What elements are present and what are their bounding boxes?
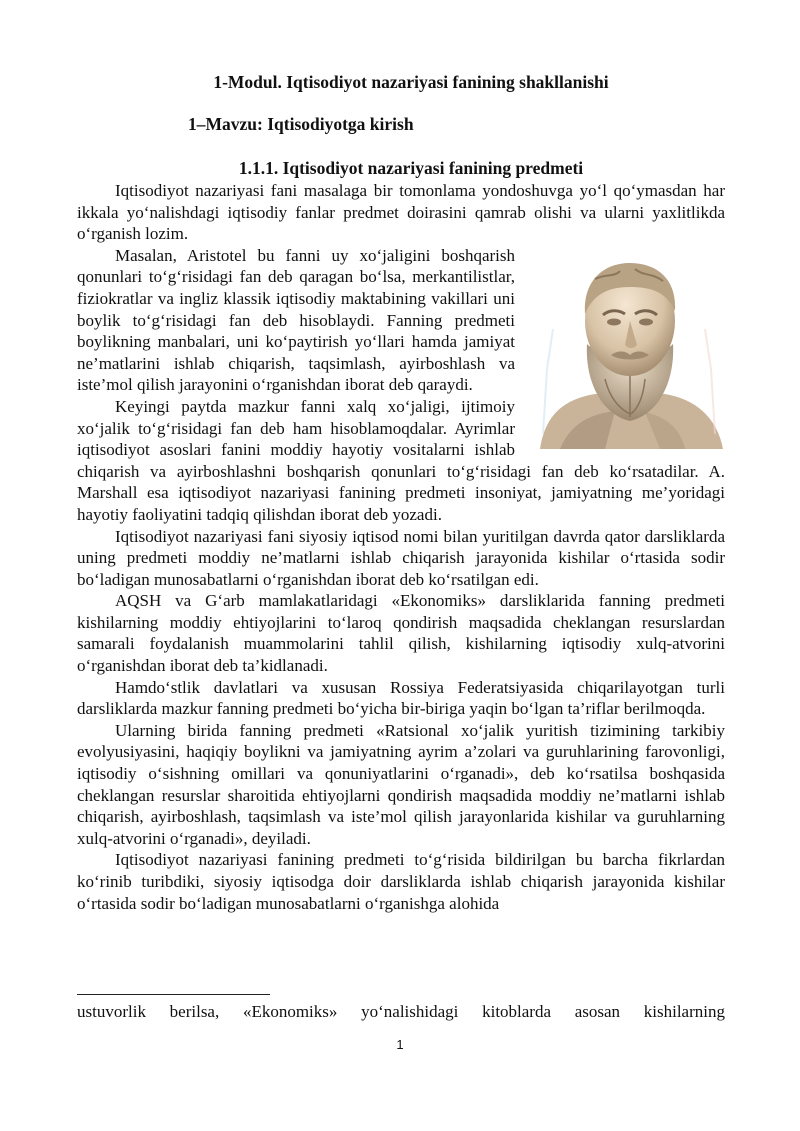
page-number: 1 xyxy=(396,1037,404,1052)
footnote-separator xyxy=(77,994,270,995)
paragraph-1: Iqtisodiyot nazariyasi fani masalaga bir tomonlama yondoshuvga yo‘l qo‘ymasdan har ikkala yo‘nalishdagi iqtisodiy fanlar predmet doirasini qamrab olishi va ularni yaxlitlikda o‘rganish lozim. xyxy=(77,181,725,244)
section-heading: 1.1.1. Iqtisodiyot nazariyasi fanining predmeti xyxy=(238,158,584,178)
paragraph-8: Iqtisodiyot nazariyasi fanining predmeti to‘g‘risida bildirilgan bu barcha fikrlardan ko‘rinib turibdiki, siyosiy iqtisodga doir darsliklarda ishlab chiqarish jarayonida kishilar o‘rtasida sodir bo‘ladigan munosabatlarni o‘rganishga alohida xyxy=(77,850,725,913)
document-page xyxy=(77,70,725,914)
module-heading: 1-Modul. Iqtisodiyot nazariyasi fanining shakllanishi xyxy=(213,72,609,92)
aristotle-bust-image xyxy=(535,249,725,449)
paragraph-2: Masalan, Aristotel bu fanni uy xo‘jaligini boshqarish qonunlari to‘g‘risidagi fan deb qaragan bo‘lsa, merkantilistlar, fiziokratlar va ingliz klassik iqtisodiy maktabining vakillari uni boylik to‘g‘risidagi fan deb hisoblaydi. Fanning predmeti boylikning manbalari, uni ko‘paytirish yo‘llari hamda jamiyat ne’matlarini ishlab chiqarish, taqsimlash, ayirboshlash va iste’mol qilish jarayonini o‘rganishdan iborat deb qaraydi. xyxy=(77,245,515,395)
paragraph-6: Hamdo‘stlik davlatlari va xususan Rossiya Federatsiyasida chiqarilayotgan turli darsliklarda mazkur fanning predmeti bo‘yicha bir-biriga yaqin bo‘lgan ta’riflar berilmoqda. xyxy=(77,677,725,719)
topic-heading: 1–Mavzu: Iqtisodiyotga kirish xyxy=(188,114,414,134)
paragraph-7: Ularning birida fanning predmeti «Ratsional xo‘jalik yuritish tizimining tarkibiy evolyusiyasini, haqiqiy boylikni va jamiyatning ayrim a’zolari va guruhlarining farovonligi, iqtisodiy o‘sishning omillari va qonuniyatlarini o‘rganadi», deb ko‘rsatilsa boshqasida cheklangan resurslar sharoitida ehtiyojlarni qondirish maqsadida moddiy ne’matlarni ishlab chiqarish, ayirboshlash, taqsimlash va iste’mol qilish jarayonlarida kishilar va guruhlarning xulq-atvorini o‘rganadi», deyiladi. xyxy=(77,720,725,848)
paragraph-3: Keyingi paytda mazkur fanni xalq xo‘jaligi, ijtimoiy xo‘jalik to‘g‘risidagi fan deb ham hisoblamoqdalar. Ayrimlar iqtisodiyot asoslari fanini moddiy hayotiy vositalarni ishlab chiqarish va ayirboshlashni boshqarish qonunlari to‘g‘risidagi fan deb ko‘rsatadilar. A. Marshall esa iqtisodiyot nazariyasi fanining predmeti insoniyat, jamiyatning me’yoridagi hayotiy faoliyatini tadqiq qilishdan iborat deb yozadi. xyxy=(77,396,725,524)
paragraph-5: AQSH va G‘arb mamlakatlaridagi «Ekonomiks» darsliklarida fanning predmeti kishilarning moddiy ehtiyojlarini to‘laroq qondirish maqsadida cheklangan resurslardan samarali foydalanish muammolarini tahlil qilish, kishilarning iqtisodiy xulq-atvorini o‘rganishdan iborat deb ta’kidlanadi. xyxy=(77,591,725,676)
footnote-text: ustuvorlik berilsa, «Ekonomiks» yo‘nalishidagi kitoblarda asosan kishilarning xyxy=(77,1002,725,1021)
paragraph-4: Iqtisodiyot nazariyasi fani siyosiy iqtisod nomi bilan yuritilgan davrda qator darsliklarda uning predmeti moddiy ne’matlarni ishlab chiqarish jarayonida kishilar o‘rtasida sodir bo‘ladigan munosabatlarni o‘rganishdan iborat deb ko‘rsatilgan edi. xyxy=(77,526,725,589)
